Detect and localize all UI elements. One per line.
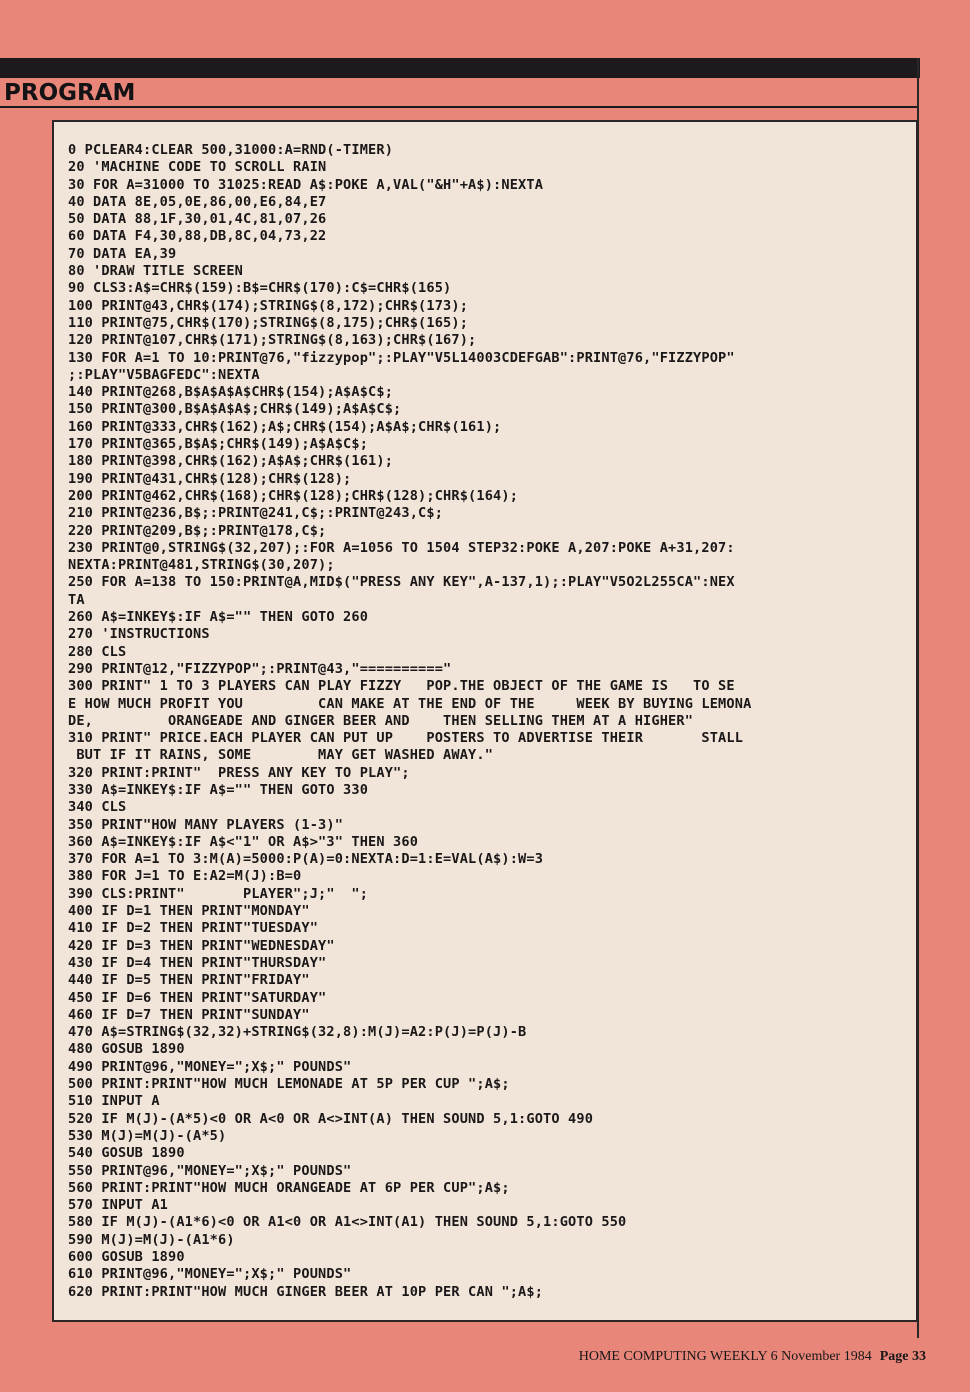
code-line: 100 PRINT@43,CHR$(174);STRING$(8,172);CHR$(173); (68, 297, 469, 314)
code-line: ;:PLAY"V5BAGFEDC":NEXTA (68, 366, 260, 383)
code-line: 230 PRINT@0,STRING$(32,207);:FOR A=1056 TO 1504 STEP32:POKE A,207:POKE A+31,207: (68, 539, 735, 556)
program-listing-panel (52, 120, 918, 1322)
publication-line: HOME COMPUTING WEEKLY 6 November 1984 (578, 1349, 872, 1364)
code-line: 260 A$=INKEY$:IF A$="" THEN GOTO 260 (68, 609, 369, 626)
code-line: 370 FOR A=1 TO 3:M(A)=5000:P(A)=0:NEXTA:D=1:E=VAL(A$):W=3 (68, 851, 544, 868)
header-rule (0, 106, 918, 108)
code-line: 30 FOR A=31000 TO 31025:READ A$:POKE A,VAL("&H"+A$):NEXTA (68, 176, 544, 193)
code-line: 210 PRINT@236,B$;:PRINT@241,C$;:PRINT@243,C$; (68, 505, 444, 522)
code-line: BUT IF IT RAINS, SOME MAY GET WASHED AWAY." (68, 747, 494, 764)
code-line: 460 IF D=7 THEN PRINT"SUNDAY" (68, 1006, 310, 1023)
code-line: 170 PRINT@365,B$A$;CHR$(149);A$A$C$; (68, 436, 369, 453)
code-line: 490 PRINT@96,"MONEY=";X$;" POUNDS" (68, 1058, 352, 1075)
code-line: 60 DATA F4,30,88,DB,8C,04,73,22 (68, 228, 327, 245)
code-line: TA (68, 591, 85, 608)
code-line: 450 IF D=6 THEN PRINT"SATURDAY" (68, 989, 327, 1006)
page-footer (579, 1349, 926, 1365)
code-line: 580 IF M(J)-(A1*6)<0 OR A1<0 OR A1<>INT(A1) THEN SOUND 5,1:GOTO 550 (68, 1214, 627, 1231)
code-line: 560 PRINT:PRINT"HOW MUCH ORANGEADE AT 6P PER CUP";A$; (68, 1179, 510, 1196)
code-line: 160 PRINT@333,CHR$(162);A$;CHR$(154);A$A$;CHR$(161); (68, 418, 502, 435)
code-line: 280 CLS (68, 643, 127, 660)
header-bar (0, 58, 920, 78)
code-line: 130 FOR A=1 TO 10:PRINT@76,"fizzypop";:PLAY"V5L14003CDEFGAB":PRINT@76,"FIZZYPOP" (68, 349, 735, 366)
code-line: 250 FOR A=138 TO 150:PRINT@A,MID$("PRESS ANY KEY",A-137,1);:PLAY"V5O2L255CA":NEX (68, 574, 735, 591)
code-line: 120 PRINT@107,CHR$(171);STRING$(8,163);CHR$(167); (68, 332, 477, 349)
code-line: 590 M(J)=M(J)-(A1*6) (68, 1231, 235, 1248)
code-line: 410 IF D=2 THEN PRINT"TUESDAY" (68, 920, 319, 937)
code-line: 550 PRINT@96,"MONEY=";X$;" POUNDS" (68, 1162, 352, 1179)
code-line: E HOW MUCH PROFIT YOU CAN MAKE AT THE END OF THE WEEK BY BUYING LEMONA (68, 695, 752, 712)
code-line: 600 GOSUB 1890 (68, 1249, 185, 1265)
code-line: 350 PRINT"HOW MANY PLAYERS (1-3)" (68, 816, 344, 833)
code-line: 140 PRINT@268,B$A$A$A$CHR$(154);A$A$C$; (68, 384, 394, 401)
code-line: 70 DATA EA,39 (68, 245, 177, 262)
code-line: 190 PRINT@431,CHR$(128);CHR$(128); (68, 470, 352, 487)
code-line: 540 GOSUB 1890 (68, 1145, 185, 1162)
code-line: 340 CLS (68, 799, 127, 816)
code-line: 150 PRINT@300,B$A$A$A$;CHR$(149);A$A$C$; (68, 401, 402, 418)
code-line: 480 GOSUB 1890 (68, 1041, 185, 1058)
code-line: DE, ORANGEADE AND GINGER BEER AND THEN SELLING THEM AT A HIGHER" (68, 712, 694, 729)
code-line: 360 A$=INKEY$:IF A$<"1" OR A$>"3" THEN 360 (68, 833, 419, 850)
code-line: 20 'MACHINE CODE TO SCROLL RAIN (68, 159, 327, 176)
code-line: 440 IF D=5 THEN PRINT"FRIDAY" (68, 972, 310, 989)
code-line: 300 PRINT" 1 TO 3 PLAYERS CAN PLAY FIZZY POP.THE OBJECT OF THE GAME IS TO SE (68, 678, 735, 695)
code-line: 50 DATA 88,1F,30,01,4C,81,07,26 (68, 211, 327, 228)
code-line: NEXTA:PRINT@481,STRING$(30,207); (68, 557, 335, 574)
code-line: 420 IF D=3 THEN PRINT"WEDNESDAY" (68, 937, 335, 954)
code-line: 200 PRINT@462,CHR$(168);CHR$(128);CHR$(128);CHR$(164); (68, 487, 519, 504)
code-line: 620 PRINT:PRINT"HOW MUCH GINGER BEER AT 10P PER CAN ";A$; (68, 1283, 544, 1300)
code-line: 570 INPUT A1 (68, 1197, 169, 1214)
page-number: Page 33 (879, 1349, 926, 1364)
code-line: 330 A$=INKEY$:IF A$="" THEN GOTO 330 (68, 781, 369, 798)
code-line: 610 PRINT@96,"MONEY=";X$;" POUNDS" (68, 1266, 352, 1283)
code-line: 390 CLS:PRINT" PLAYER";J;" "; (68, 885, 369, 902)
code-line: 310 PRINT" PRICE.EACH PLAYER CAN PUT UP POSTERS TO ADVERTISE THEIR STALL (68, 730, 744, 747)
code-line: 290 PRINT@12,"FIZZYPOP";:PRINT@43,"==========" (68, 660, 452, 677)
section-title: PROGRAM (4, 80, 136, 106)
code-line: 0 PCLEAR4:CLEAR 500,31000:A=RND(-TIMER) (68, 142, 394, 158)
code-line: 40 DATA 8E,05,0E,86,00,E6,84,E7 (68, 193, 327, 210)
program-listing (68, 142, 908, 1301)
code-line: 180 PRINT@398,CHR$(162);A$A$;CHR$(161); (68, 453, 394, 470)
code-line: 520 IF M(J)-(A*5)<0 OR A<0 OR A<>INT(A) THEN SOUND 5,1:GOTO 490 (68, 1110, 594, 1127)
code-line: 500 PRINT:PRINT"HOW MUCH LEMONADE AT 5P PER CUP ";A$; (68, 1076, 510, 1093)
code-line: 470 A$=STRING$(32,32)+STRING$(32,8):M(J)=A2:P(J)=P(J)-B (68, 1024, 527, 1041)
code-line: 80 'DRAW TITLE SCREEN (68, 263, 244, 280)
code-line: 380 FOR J=1 TO E:A2=M(J):B=0 (68, 868, 302, 885)
code-line: 320 PRINT:PRINT" PRESS ANY KEY TO PLAY"; (68, 764, 410, 781)
code-line: 110 PRINT@75,CHR$(170);STRING$(8,175);CHR$(165); (68, 314, 469, 331)
code-line: 270 'INSTRUCTIONS (68, 626, 210, 643)
code-line: 430 IF D=4 THEN PRINT"THURSDAY" (68, 954, 327, 971)
code-line: 530 M(J)=M(J)-(A*5) (68, 1127, 227, 1144)
code-line: 510 INPUT A (68, 1093, 160, 1110)
code-line: 90 CLS3:A$=CHR$(159):B$=CHR$(170):C$=CHR$(165) (68, 280, 452, 297)
code-line: 400 IF D=1 THEN PRINT"MONDAY" (68, 903, 310, 920)
code-line: 220 PRINT@209,B$;:PRINT@178,C$; (68, 522, 327, 539)
